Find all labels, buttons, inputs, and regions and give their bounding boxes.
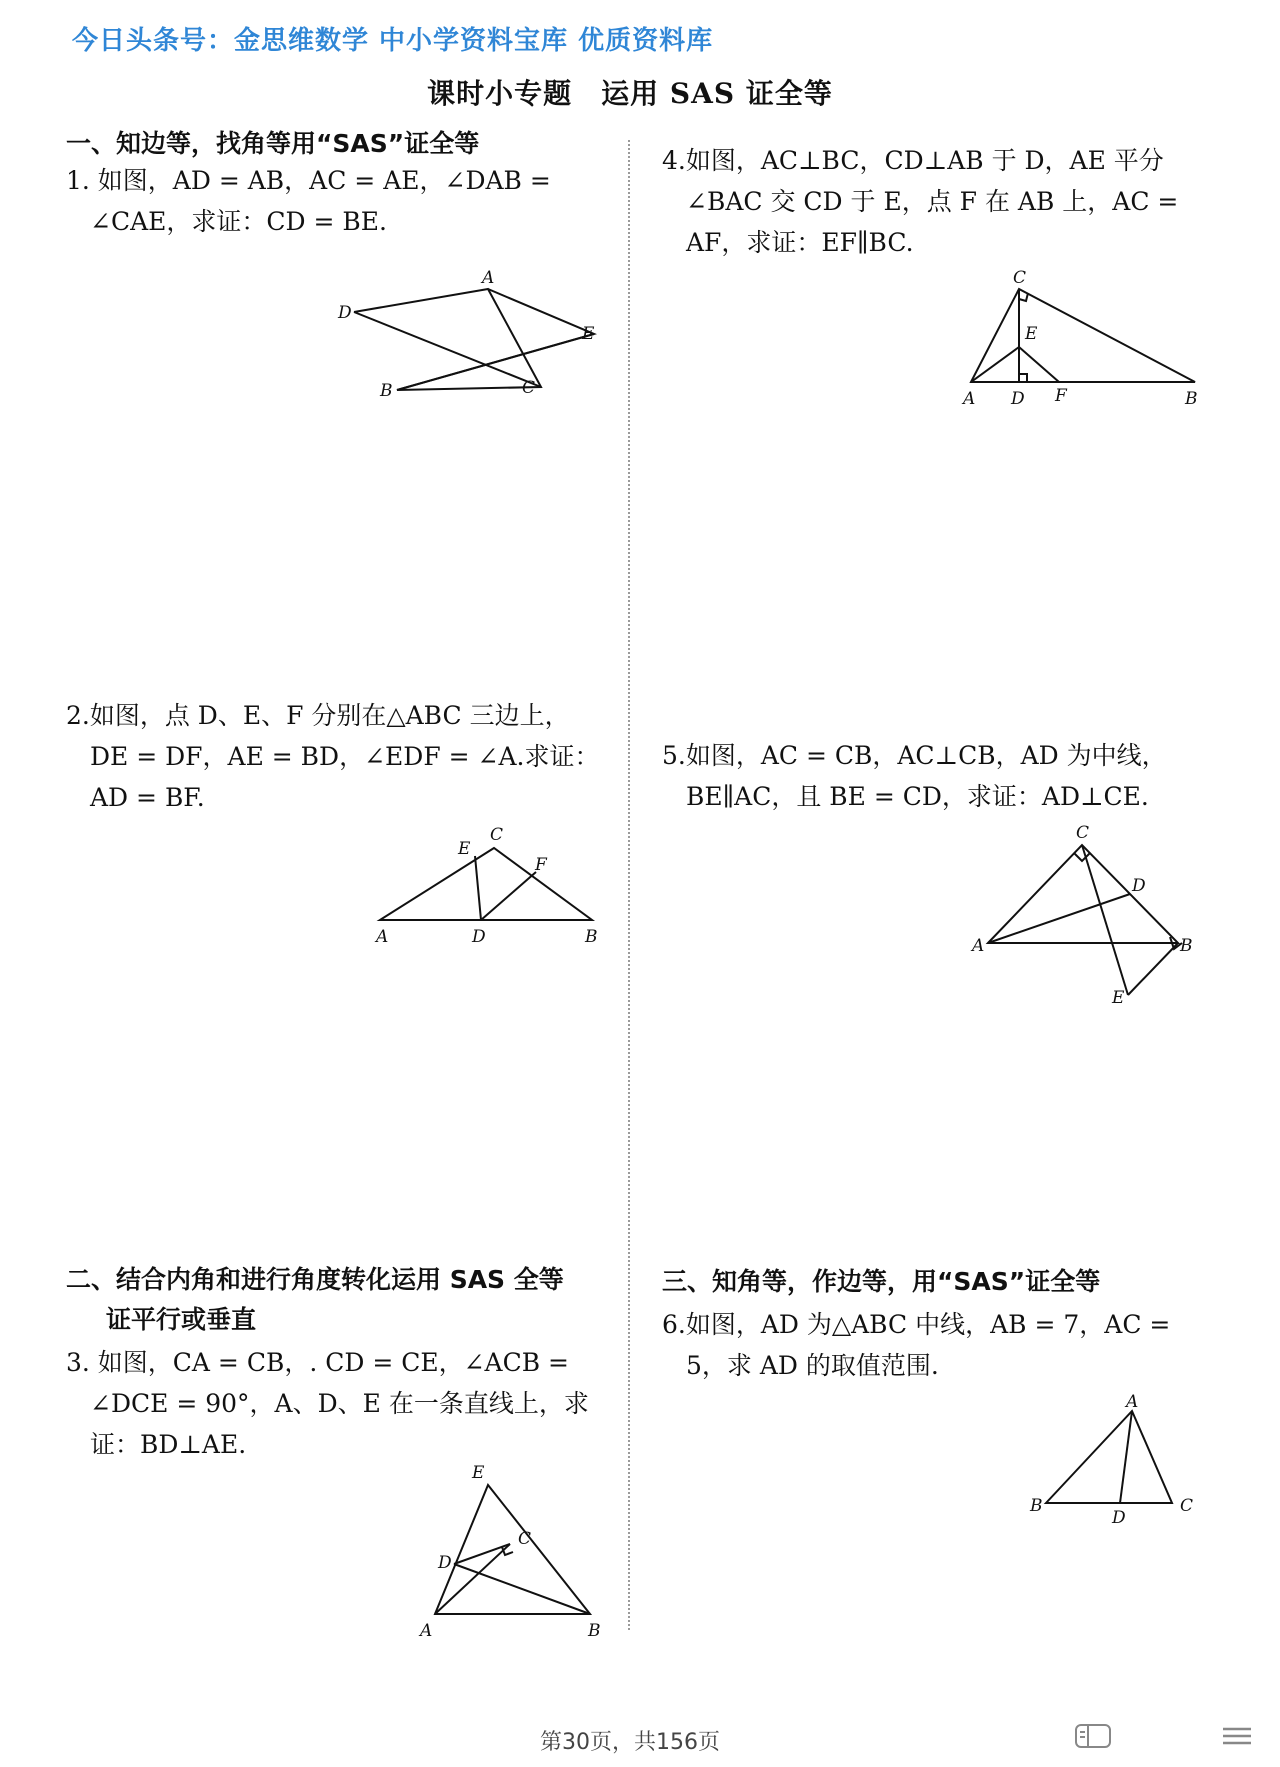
figure-4-triangle-ABC <box>971 289 1195 382</box>
figure-4-right-angle-C <box>1019 293 1028 301</box>
problem-6-line-2: 5，求 AD 的取值范围. <box>686 1351 939 1380</box>
figure-1 <box>330 265 610 405</box>
sidebar-toggle-icon[interactable] <box>1074 1723 1114 1749</box>
figure-5-right-angle-C <box>1074 853 1090 861</box>
problem-2-line-3: AD = BF. <box>90 783 205 812</box>
problem-3-line-1: 3. 如图，CA = CB，. CD = CE，∠ACB = <box>66 1348 570 1377</box>
figure-4 <box>955 265 1205 409</box>
figure-4-right-angle-D <box>1019 374 1027 382</box>
problem-1-line-2: ∠CAE，求证：CD = BE. <box>90 207 387 236</box>
problem-2-line-1: 2.如图，点 D、E、F 分别在△ABC 三边上， <box>66 701 570 730</box>
figure-1-label-B: B <box>380 381 393 401</box>
figure-5-label-C: C <box>1076 823 1090 843</box>
figure-5-label-B: B <box>1180 936 1193 956</box>
problem-4-line-2: ∠BAC 交 CD 于 E，点 F 在 AB 上，AC = <box>686 187 1179 216</box>
figure-4-label-E: E <box>1025 324 1038 344</box>
figure-4-label-C: C <box>1013 268 1027 288</box>
figure-6-label-B: B <box>1030 1496 1043 1516</box>
figure-2-label-D: D <box>472 927 486 947</box>
problem-6-line-1: 6.如图，AD 为△ABC 中线，AB = 7，AC = <box>662 1310 1171 1339</box>
figure-5 <box>960 823 1200 1008</box>
figure-1-label-D: D <box>338 303 352 323</box>
figure-1-label-C: C <box>522 378 536 398</box>
figure-1-outline <box>354 289 594 390</box>
section-two-heading-line-2: 证平行或垂直 <box>106 1305 257 1334</box>
problem-2 <box>66 695 600 818</box>
figure-4-bisector-AE <box>971 347 1019 382</box>
figure-3-label-A: A <box>420 1621 433 1641</box>
problem-3 <box>66 1342 594 1465</box>
figure-6-label-C: C <box>1180 1496 1194 1516</box>
problem-5 <box>662 735 1194 817</box>
section-two-heading-line-1: 二、结合内角和进行角度转化运用 SAS 全等 <box>66 1265 564 1294</box>
figure-2-triangle-ABC <box>380 848 592 920</box>
problem-4-line-3: AF，求证：EF∥BC. <box>686 228 914 257</box>
figure-1-label-E: E <box>582 324 595 344</box>
figure-5-label-D: D <box>1132 876 1146 896</box>
figure-2-label-E: E <box>458 839 471 859</box>
figure-3 <box>410 1460 610 1640</box>
figure-3-label-B: B <box>588 1621 601 1641</box>
page-indicator: 第30页，共156页 <box>540 1730 720 1755</box>
figure-3-label-C: C <box>518 1529 532 1549</box>
problem-4 <box>662 140 1194 263</box>
problem-5-line-1: 5.如图，AC = CB，AC⊥CB，AD 为中线， <box>662 741 1167 770</box>
figure-6 <box>1020 1392 1210 1535</box>
figure-2-label-A: A <box>376 927 389 947</box>
figure-1-label-A: A <box>482 268 495 288</box>
figure-4-segment-EF <box>1019 347 1059 382</box>
problem-2-line-2: DE = DF，AE = BD，∠EDF = ∠A.求证： <box>90 742 600 771</box>
figure-6-label-A: A <box>1126 1392 1139 1412</box>
figure-2-segment-DE <box>475 856 481 920</box>
problem-3-line-2: ∠DCE = 90°，A、D、E 在一条直线上，求 <box>90 1389 589 1418</box>
figure-3-label-D: D <box>438 1553 452 1573</box>
problem-1-line-1: 1. 如图，AD = AB，AC = AE，∠DAB = <box>66 166 551 195</box>
problem-6 <box>662 1304 1194 1386</box>
problem-4-line-1: 4.如图，AC⊥BC，CD⊥AB 于 D，AE 平分 <box>662 146 1164 175</box>
problem-5-line-2: BE∥AC，且 BE = CD，求证：AD⊥CE. <box>686 782 1149 811</box>
figure-5-label-E: E <box>1112 988 1125 1008</box>
figure-2 <box>370 825 610 948</box>
figure-5-median-AD <box>988 894 1130 943</box>
figure-3-right-angle-mark <box>502 1547 513 1555</box>
figure-2-label-B: B <box>585 927 598 947</box>
figure-2-label-C: C <box>490 825 504 845</box>
figure-2-segment-DF <box>481 872 536 920</box>
figure-4-label-A: A <box>963 389 976 409</box>
figure-4-label-F: F <box>1055 386 1067 406</box>
figure-5-label-A: A <box>972 936 985 956</box>
watermark: 今日头条号：金思维数学 中小学资料宝库 优质资料库 <box>72 26 714 56</box>
section-two-heading <box>66 1260 564 1340</box>
problem-1 <box>66 160 594 242</box>
column-divider <box>628 140 630 1630</box>
figure-3-label-E: E <box>472 1463 485 1483</box>
page-title: 课时小专题 运用 SAS 证全等 <box>427 77 833 110</box>
figure-2-label-F: F <box>535 855 547 875</box>
section-one-heading: 一、知边等，找角等用“SAS”证全等 <box>66 129 480 158</box>
section-three-heading: 三、知角等，作边等，用“SAS”证全等 <box>662 1267 1101 1296</box>
menu-icon[interactable] <box>1220 1723 1254 1749</box>
figure-1-segment-BE <box>397 334 594 390</box>
figure-6-median-AD <box>1120 1411 1132 1503</box>
figure-3-triangle-ABE <box>435 1485 590 1614</box>
figure-4-label-B: B <box>1185 389 1198 409</box>
figure-5-segment-BE <box>1128 943 1178 995</box>
problem-3-line-3: 证：BD⊥AE. <box>90 1430 247 1459</box>
figure-6-label-D: D <box>1112 1508 1126 1528</box>
figure-4-label-D: D <box>1011 389 1025 409</box>
figure-6-triangle-ABC <box>1046 1411 1172 1503</box>
